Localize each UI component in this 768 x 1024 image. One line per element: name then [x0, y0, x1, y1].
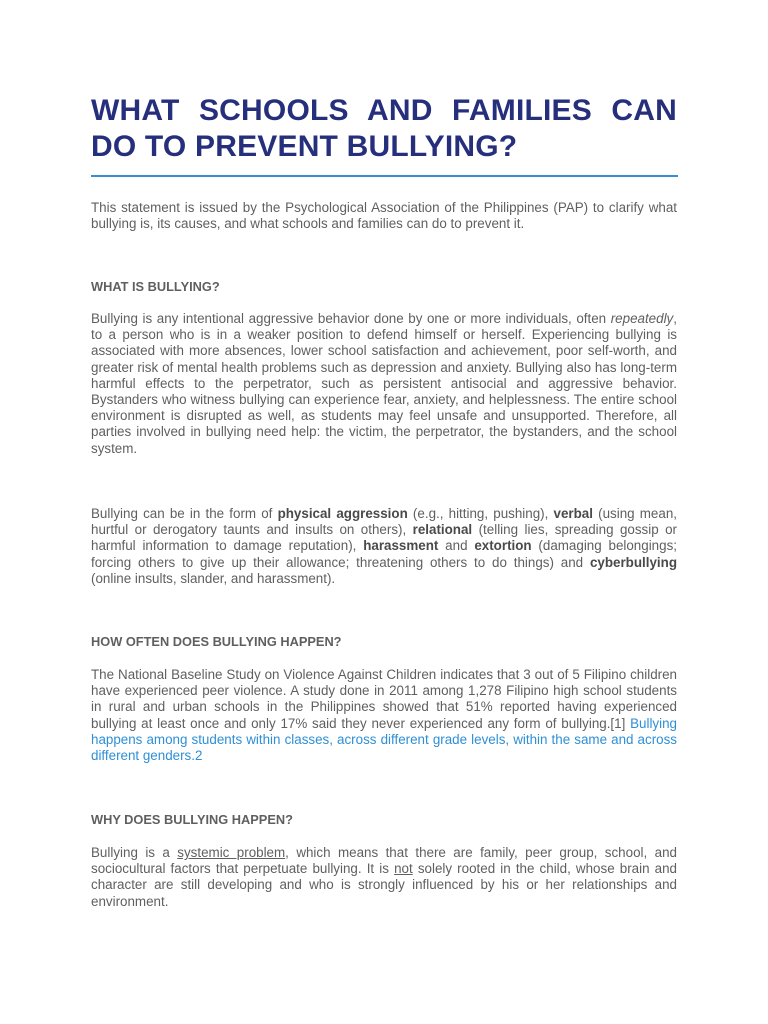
term-extortion: extortion: [474, 538, 532, 554]
definition-paragraph: Bullying is any intentional aggressive behavior done by one or more individuals, often repeatedly, to a person who is in a weaker position to defend himself or herself. Experiencing bullying is associated with more absences, lower school satisfaction and achievement, poor self-worth, and greater risk of mental health problems such as depression and anxiety. Bullying also has long-term harmful effects to the perpetrator, such as persistent antisocial and aggressive behavior. Bystanders who witness bullying can experience fear, anxiety, and helplessness. The entire school environment is disrupted as well, as students may feel unsafe and unsupported. Therefore, all parties involved in bullying need help: the victim, the perpetrator, the bystanders, and the school system.: [91, 311, 677, 456]
term-verbal: verbal: [553, 506, 593, 521]
term-harassment: harassment: [363, 538, 439, 554]
prevalence-link[interactable]: Bullying happens among students within classes, across different grade levels, within the same and across different genders.2: [91, 715, 677, 764]
term-cyberbullying: cyberbullying: [589, 554, 677, 570]
term-physical-aggression: physical aggression: [277, 506, 408, 521]
causes-paragraph: Bullying is a systemic problem, which means that there are family, peer group, school, and sociocultural factors that perpetuate bullying. It is not solely rooted in the child, whose brain and character are still developing and who is strongly influenced by his or her relationships and environment.: [91, 845, 677, 909]
forms-paragraph: Bullying can be in the form of physical aggression (e.g., hitting, pushing), verbal (using mean, hurtful or derogatory taunts and insults on others), relational (telling lies, spreading gossip or harmful information to damage reputation), harassment and extortion (damaging belongings; forcing others to give up their allowance; threatening others to do things) and cyberbullying (online insults, slander, and harassment).: [91, 506, 677, 586]
term-relational: relational: [412, 522, 473, 538]
underline-not: not: [394, 861, 413, 877]
emphasis-repeatedly: repeatedly: [610, 311, 674, 326]
intro-paragraph: This statement is issued by the Psychological Association of the Philippines (PAP) to clarify what bullying is, its causes, and what schools and families can do to prevent it.: [91, 200, 677, 232]
heading-how-often: HOW OFTEN DOES BULLYING HAPPEN?: [91, 634, 342, 649]
title-divider: [91, 175, 678, 177]
prevalence-paragraph: The National Baseline Study on Violence Against Children indicates that 3 out of 5 Filipino children have experienced peer violence. A study done in 2011 among 1,278 Filipino high school students in rural and urban schools in the Philippines showed that 51% reported having experienced bullying at least once and only 17% said they never experienced any form of bullying.[1] Bullying happens among students within classes, across different grade levels, within the same and across different genders.2: [91, 667, 677, 764]
page-title: WHAT SCHOOLS AND FAMILIES CAN DO TO PREVENT BULLYING?: [91, 94, 677, 163]
underline-systemic-problem: systemic problem: [177, 845, 286, 860]
heading-why-happen: WHY DOES BULLYING HAPPEN?: [91, 812, 293, 827]
heading-what-is-bullying: WHAT IS BULLYING?: [91, 279, 220, 294]
